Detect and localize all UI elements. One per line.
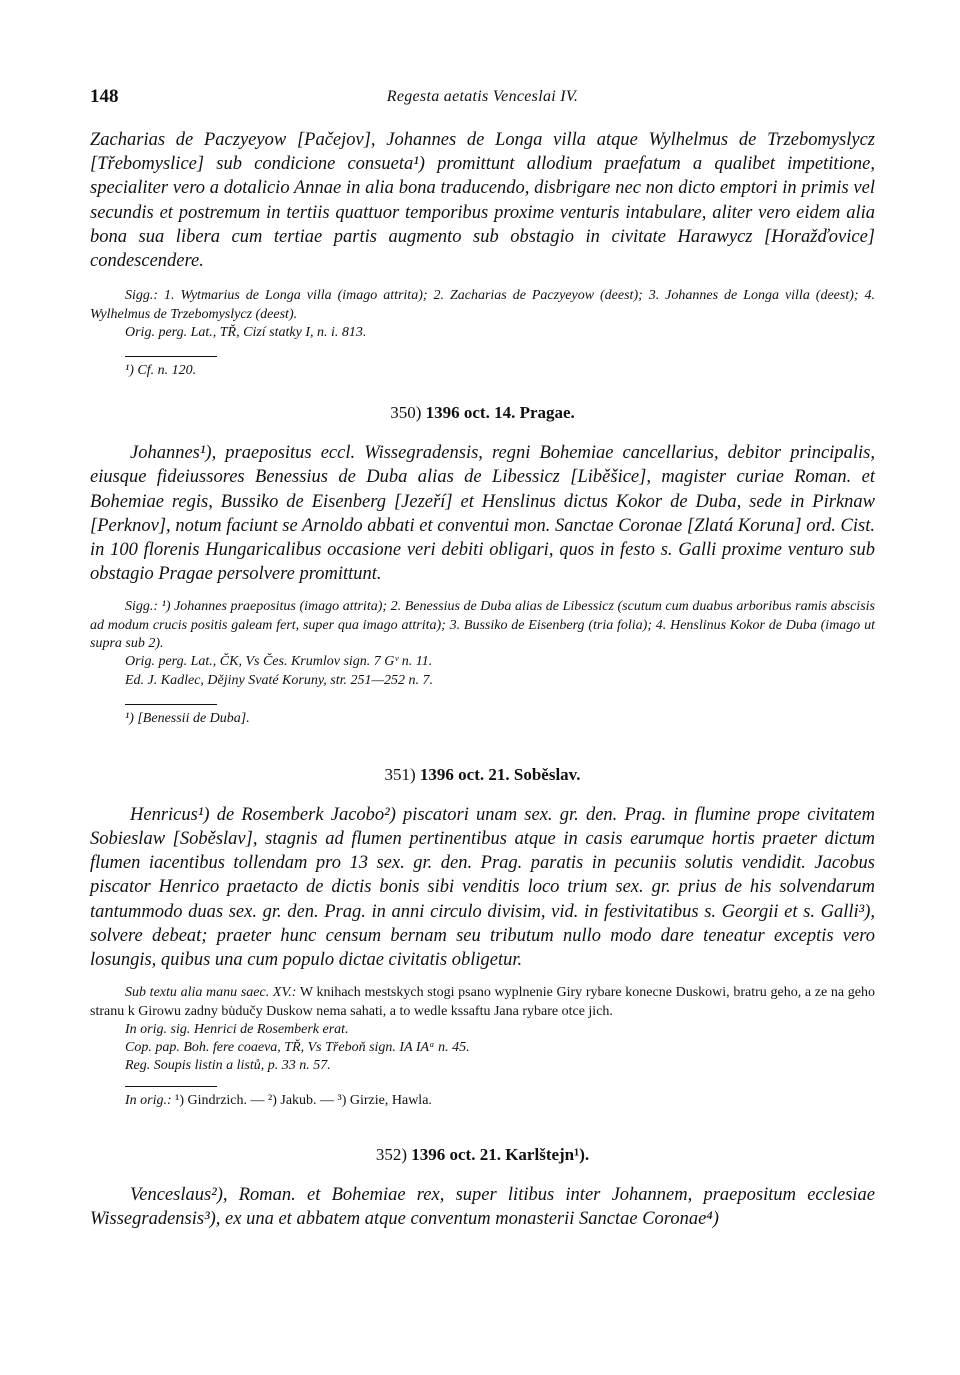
regest-number: 352) <box>375 1144 407 1164</box>
regest-date: 1396 oct. 14. Pragae. <box>425 403 575 423</box>
footnote: ¹) Cf. n. 120. <box>125 363 197 379</box>
edition-note: Ed. J. Kadlec, Dějiny Svaté Koruny, str. 251—252 n. 7. <box>125 672 433 688</box>
regest-date: 1396 oct. 21. Soběslav. <box>419 764 581 784</box>
regest-350-text: Johannes¹), praepositus eccl. Wissegradensis, regni Bohemiae cancellarius, debitor principalis, eiusque fideiussores Benessius de Duba alias de Libessicz [Liběšice], magister curiae Roman. et Bohemiae regis, Bussiko de Eisenberg [Jezeří] et Henslinus dictus Kokor de Duba, sede in Pirknaw [Perknov], notum faciunt se Arnoldo abbati et conventui mon. Sanctae Coronae [Zlatá Koruna] ord. Cist. in 100 florenis Hungaricalibus occasione veri debiti obligari, quos in festo s. Galli proxime venturo sub obstagio Pragae persolvere promittunt. <box>90 443 875 585</box>
regest-351-apparatus <box>90 984 875 1075</box>
page-header <box>90 86 875 110</box>
copy-note: Cop. pap. Boh. fere coaeva, TŘ, Vs Třeboň sign. IA IAᵃ n. 45. <box>125 1040 470 1056</box>
original-note: Orig. perg. Lat., ČK, Vs Čes. Krumlov sign. 7 Gᵛ n. 11. <box>125 654 433 670</box>
regest-351-heading <box>90 765 875 785</box>
regest-350-heading <box>90 403 875 423</box>
regest-date: 1396 oct. 21. Karlštejn¹). <box>411 1144 590 1164</box>
footnote-label: In orig.: <box>125 1092 172 1108</box>
regest-note: Reg. Soupis listin a listů, p. 33 n. 57. <box>125 1058 331 1074</box>
page-body <box>90 128 875 1231</box>
sigillum-note: Sigg.: 1. Wytmarius de Longa villa (imago attrita); 2. Zacharias de Paczyeyow (deest); 3. Johannes de Longa villa (deest); 4. Wylhelmus de Trzebomyslycz (deest). <box>90 288 875 322</box>
original-note: Orig. perg. Lat., TŘ, Cizí statky I, n. i. 813. <box>125 324 367 340</box>
regest-350-apparatus <box>90 598 875 689</box>
page-number: 148 <box>90 86 119 107</box>
sub-textu-label: Sub textu alia manu saec. XV.: <box>125 985 297 1001</box>
sub-textu-note <box>90 984 875 1021</box>
sub-textu-text: W knihach mestskych stogi psano wyplnenie Giry rybare konecne Duskowi, bratru geho, a ze na geho stranu k Girowu zadny bu̇dučy Duskow nema sahati, a to wedle kssaftu Jana rybare otce jich. <box>90 985 876 1019</box>
footnote: ¹) [Benessii de Duba]. <box>125 710 250 726</box>
regest-352-heading <box>90 1145 875 1165</box>
sigillum-note: Sigg.: ¹) Johannes praepositus (imago attrita); 2. Benessius de Duba alias de Libessicz (scutum cum duabus arboribus ramis abscisis ad modum crucis positis galeam fert, super qua imago attrita); 3. Bussiko de Eisenberg (tria folia); 4. Henslinus Kokor de Duba (imago ut supra sub 2). <box>90 599 875 651</box>
regest-351-text: Henricus¹) de Rosemberk Jacobo²) piscatori unam sex. gr. den. Prag. in flumine prope civitatem Sobieslaw [Soběslav], stagnis ad flumen pertinentibus atque in casis earumque hortis praeter dictum flumen iacentibus tollendam pro 13 sex. gr. den. Prag. paratis in pecuniis solutis vendidit. Jacobus piscator Henrico praetacto de dictis bonis sibi venditis loco trium sex. gr. prius de his solvendarum tantummodo duas sex. gr. den. Prag. in anni circulo divisim, vid. in festivitatibus s. Georgii et s. Galli³), solvere debeat; praeter hunc censum bernam seu tributum nullo modo dare teneatur exceptis vero losungis, quibus una cum populo dictae civitatis obligetur. <box>90 804 875 971</box>
footnote <box>90 1093 875 1109</box>
regest-number: 350) <box>390 403 422 423</box>
regest-number: 351) <box>384 764 416 784</box>
in-orig-note: In orig. sig. Henrici de Rosemberk erat. <box>125 1021 349 1037</box>
regest-352-text: Venceslaus²), Roman. et Bohemiae rex, super litibus inter Johannem, praepositum ecclesiae Wissegradensis³), ex una et abbatem atque conventum monasterii Sanctae Coronae⁴) <box>90 1184 875 1229</box>
running-title: Regesta aetatis Venceslai IV. <box>386 88 579 105</box>
regest-349-apparatus <box>90 287 875 342</box>
footnote-text: ¹) Gindrzich. — ²) Jakub. — ³) Girzie, Hawla. <box>175 1092 432 1108</box>
regest-349-text: Zacharias de Paczyeyow [Pačejov], Johannes de Longa villa atque Wylhelmus de Trzebomyslycz [Třebomyslice] sub condicione consueta¹) promittunt allodium praefatum a qualibet impetitione, specialiter vero a dotalicio Annae in alia bona traducendo, disbrigare nec non dicto emptori in primis vel secundis et postremum in tertiis quattuor temporibus proxime venturis intabulare, aliter vero eidem alia bona sua libera cum tertiae partis augmento sub obstagio in civitate Harawycz [Horažďovice] condescendere. <box>90 130 875 272</box>
